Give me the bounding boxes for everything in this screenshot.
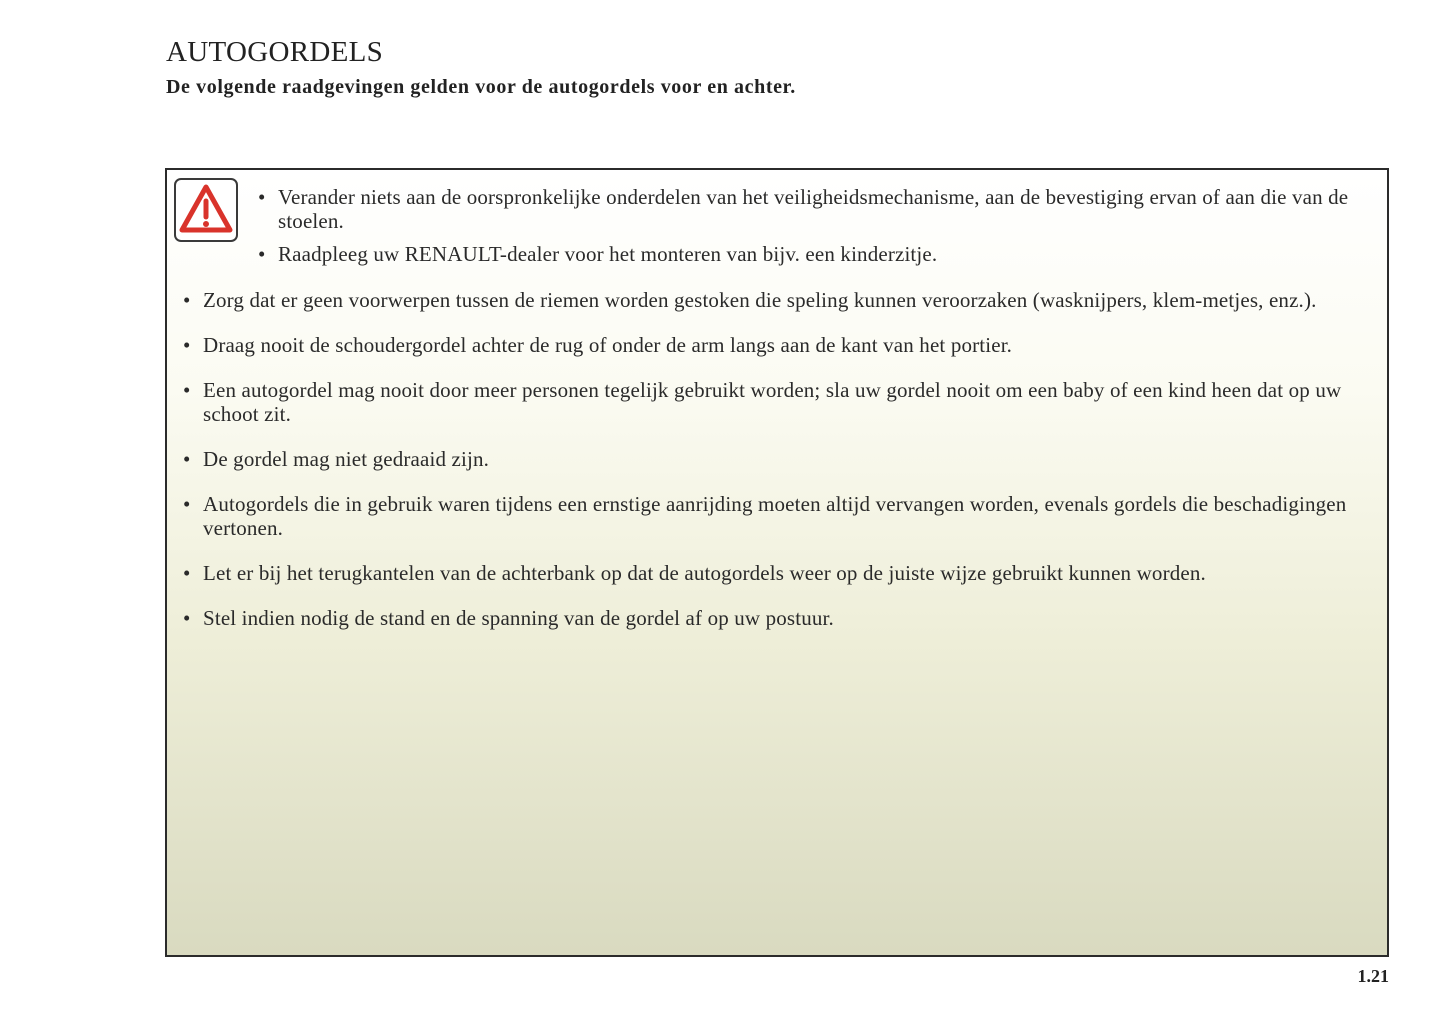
list-item: • Let er bij het terugkantelen van de achterbank op dat de autogordels weer op de juiste wijze gebruikt kunnen worden. [183, 561, 1372, 585]
list-item: • Draag nooit de schoudergordel achter de rug of onder de arm langs aan de kant van het portier. [183, 333, 1372, 357]
list-item: • Zorg dat er geen voorwerpen tussen de riemen worden gestoken die speling kunnen veroorzaken (wasknijpers, klem-metjes, enz.). [183, 288, 1372, 312]
page-subtitle: De volgende raadgevingen gelden voor de autogordels voor en achter. [166, 76, 796, 98]
list-item: • Een autogordel mag nooit door meer personen tegelijk gebruikt worden; sla uw gordel nooit om een baby of een kind heen dat op uw schoot zit. [183, 378, 1372, 426]
warning-list [183, 288, 1372, 651]
page-title: AUTOGORDELS [166, 36, 384, 68]
warning-box [165, 168, 1389, 957]
list-item: • De gordel mag niet gedraaid zijn. [183, 447, 1372, 471]
warning-top-list [258, 185, 1370, 275]
list-item: • Stel indien nodig de stand en de spanning van de gordel af op uw postuur. [183, 606, 1372, 630]
warning-triangle-icon [174, 178, 238, 242]
list-item: • Autogordels die in gebruik waren tijdens een ernstige aanrijding moeten altijd vervangen worden, evenals gordels die beschadigingen vertonen. [183, 492, 1372, 540]
list-item: • Raadpleeg uw RENAULT-dealer voor het monteren van bijv. een kinderzitje. [258, 242, 1370, 266]
page-number: 1.21 [1357, 966, 1389, 986]
list-item: • Verander niets aan de oorspronkelijke onderdelen van het veiligheidsmechanisme, aan de bevestiging ervan of aan die van de stoelen. [258, 185, 1370, 233]
